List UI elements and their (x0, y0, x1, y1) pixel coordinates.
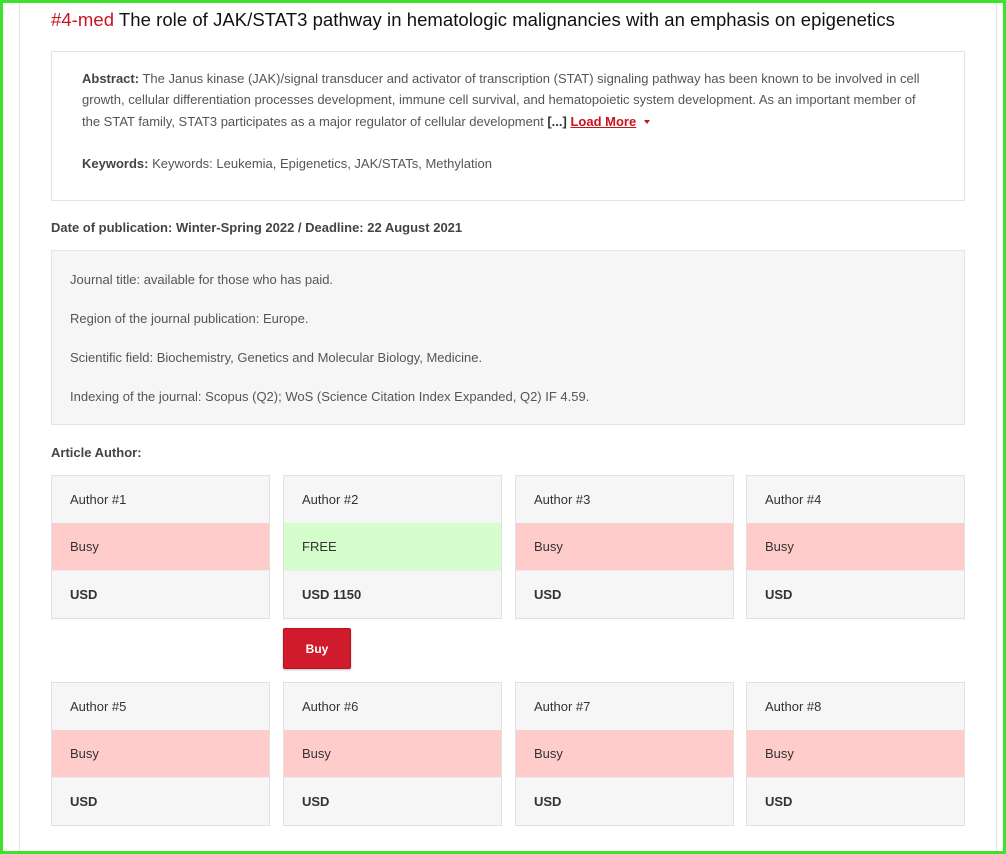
author-card (51, 475, 270, 619)
author-card (515, 475, 734, 619)
keywords (82, 153, 492, 174)
article-code: #4-med (51, 9, 115, 30)
author-status: Busy (747, 523, 964, 570)
journal-info-box (51, 250, 965, 425)
author-name: Author #6 (302, 699, 359, 714)
author-price: USD (70, 794, 98, 809)
buy-button[interactable]: Buy (283, 628, 351, 669)
journal-title-info: Journal title: available for those who has paid. (70, 272, 334, 287)
author-card (515, 682, 734, 826)
authors-label: Article Author: (51, 445, 142, 460)
author-status: Busy (52, 523, 269, 570)
author-status: Busy (284, 730, 501, 777)
author-card (283, 682, 502, 826)
author-price: USD (534, 794, 562, 809)
author-name: Author #4 (765, 492, 822, 507)
journal-indexing-info: Indexing of the journal: Scopus (Q2); WoS (Science Citation Index Expanded, Q2) IF 4.59. (70, 389, 590, 404)
abstract-box (51, 51, 965, 201)
load-more-link[interactable] (570, 114, 650, 129)
author-status: Busy (747, 730, 964, 777)
keywords-label: Keywords: (82, 156, 149, 171)
author-name: Author #3 (534, 492, 591, 507)
load-more-label: Load More (570, 113, 637, 129)
author-card (746, 682, 965, 826)
right-divider (996, 0, 997, 854)
author-price: USD (765, 794, 793, 809)
author-card (283, 475, 502, 619)
abstract (82, 68, 934, 132)
author-status: Busy (516, 730, 733, 777)
author-name: Author #7 (534, 699, 591, 714)
keywords-text: Keywords: Leukemia, Epigenetics, JAK/STATs, Methylation (152, 156, 492, 171)
author-price: USD (302, 794, 330, 809)
author-status: Busy (516, 523, 733, 570)
author-card (51, 682, 270, 826)
abstract-ellipsis: [...] (547, 113, 567, 129)
author-name: Author #1 (70, 492, 127, 507)
journal-region-info: Region of the journal publication: Europe. (70, 311, 309, 326)
author-card (746, 475, 965, 619)
author-status: FREE (284, 523, 501, 570)
article-title (51, 9, 895, 31)
author-price: USD (534, 587, 562, 602)
author-name: Author #2 (302, 492, 359, 507)
publication-date: Date of publication: Winter-Spring 2022 / Deadline: 22 August 2021 (51, 220, 463, 235)
article-title-text: The role of JAK/STAT3 pathway in hematologic malignancies with an emphasis on epigenetics (118, 9, 895, 30)
journal-field-info: Scientific field: Biochemistry, Genetics and Molecular Biology, Medicine. (70, 350, 483, 365)
author-name: Author #8 (765, 699, 822, 714)
author-name: Author #5 (70, 699, 127, 714)
author-price: USD (70, 587, 98, 602)
caret-down-icon (644, 120, 650, 124)
abstract-text: The Janus kinase (JAK)/signal transducer and activator of transcription (STAT) signaling pathway has been known to be involved in cell growth, cellular differentiation processes development, immune cell survival, and hematopoietic system development. As an important member of the STAT family, STAT3 participates as a major regulator of cellular development (82, 71, 920, 129)
author-price: USD (765, 587, 793, 602)
author-price: USD 1150 (302, 587, 362, 602)
left-divider (19, 0, 20, 854)
abstract-label: Abstract: (82, 71, 140, 86)
author-status: Busy (52, 730, 269, 777)
